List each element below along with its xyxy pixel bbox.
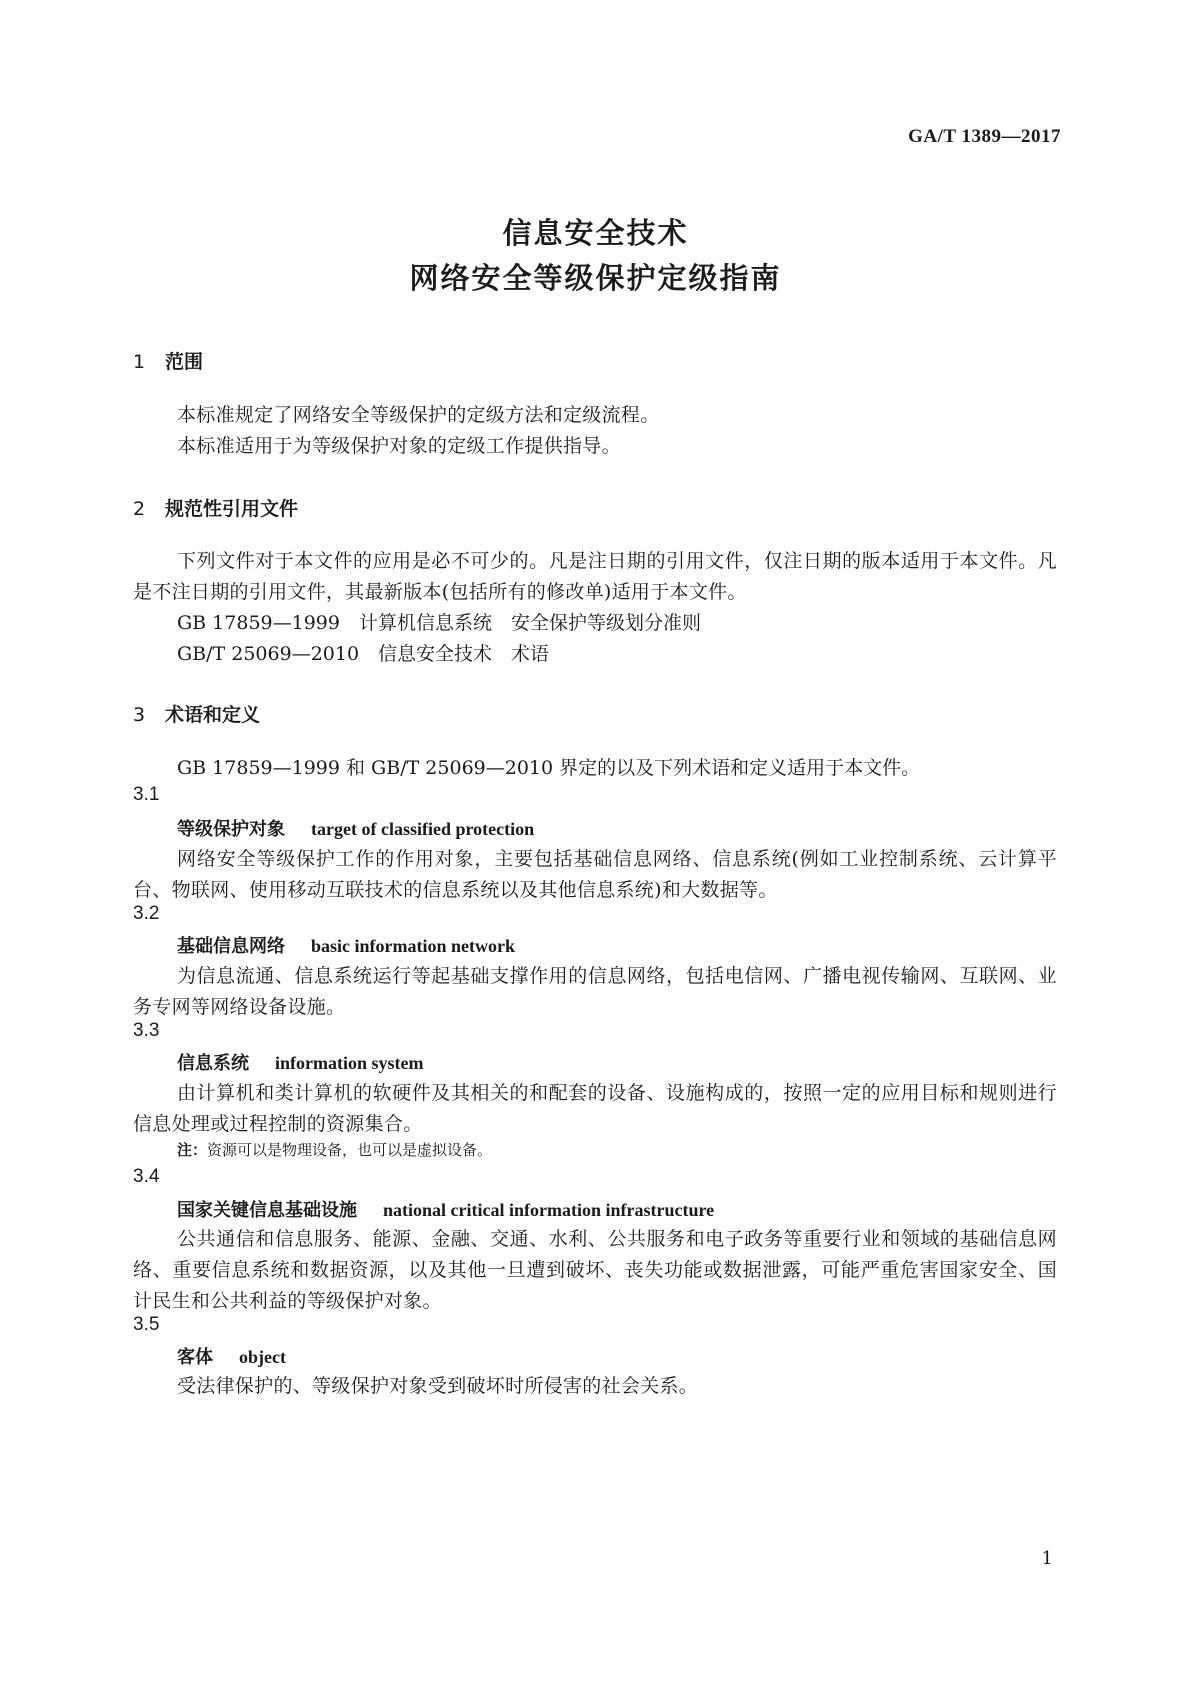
page-number: 1 [1041,1548,1053,1569]
section-1-heading [133,347,203,374]
term-zh: 信息系统 [177,1053,249,1074]
section-number: 1 [133,351,146,373]
standard-code: GA/T 1389—2017 [908,126,1061,147]
section-number: 3 [133,704,146,726]
section-title: 术语和定义 [165,704,261,726]
section-3-heading [133,700,260,727]
term-definition: 受法律保护的、等级保护对象受到破坏时所侵害的社会关系。 [177,1375,699,1397]
term-heading [177,932,515,958]
section-number: 2 [133,498,146,520]
reference-item: GB 17859—1999 计算机信息系统 安全保护等级划分准则 [177,612,701,634]
note-label: 注： [177,1141,208,1159]
term-zh: 客体 [177,1347,213,1368]
term-zh: 等级保护对象 [177,819,285,840]
term-heading [177,815,534,841]
section-title: 规范性引用文件 [165,498,299,520]
term-en: basic information network [311,936,515,956]
term-en: target of classified protection [311,819,535,839]
term-en: national critical information infrastructure [383,1200,715,1220]
note-text: 资源可以是物理设备，也可以是虚拟设备。 [207,1141,493,1159]
section-2-heading [133,494,298,521]
clause-number: 3.1 [133,784,160,805]
reference-item: GB/T 25069—2010 信息安全技术 术语 [177,643,550,665]
clause-number: 3.2 [133,903,160,924]
document-title-line2: 网络安全等级保护定级指南 [409,261,782,295]
term-heading [177,1343,286,1369]
term-heading [177,1049,423,1075]
clause-number: 3.4 [133,1166,160,1187]
term-heading [177,1196,714,1222]
section-2-paragraph: 下列文件对于本文件的应用是必不可少的。凡是注日期的引用文件，仅注日期的版本适用于本文件。凡是不注日期的引用文件，其最新版本(包括所有的修改单)适用于本文件。 [133,550,1057,603]
term-zh: 国家关键信息基础设施 [177,1200,357,1221]
section-title: 范围 [165,351,204,373]
section-3-intro: GB 17859—1999 和 GB/T 25069—2010 界定的以及下列术语和定义适用于本文件。 [177,757,921,779]
term-zh: 基础信息网络 [177,936,285,957]
clause-number: 3.5 [133,1314,160,1335]
term-definition: 公共通信和信息服务、能源、金融、交通、水利、公共服务和电子政务等重要行业和领域的基础信息网络、重要信息系统和数据资源，以及其他一旦遭到破坏、丧失功能或数据泄露，可能严重危害国家安全、国计民生和公共利益的等级保护对象。 [133,1228,1057,1312]
term-definition: 为信息流通、信息系统运行等起基础支撑作用的信息网络，包括电信网、广播电视传输网、互联网、业务专网等网络设备设施。 [133,965,1057,1018]
term-definition: 由计算机和类计算机的软硬件及其相关的和配套的设备、设施构成的，按照一定的应用目标和规则进行信息处理或过程控制的资源集合。 [133,1082,1057,1135]
term-definition: 网络安全等级保护工作的作用对象，主要包括基础信息网络、信息系统(例如工业控制系统、云计算平台、物联网、使用移动互联技术的信息系统以及其他信息系统)和大数据等。 [133,848,1057,901]
document-title-line1: 信息安全技术 [502,216,689,250]
term-en: information system [275,1053,424,1073]
term-en: object [239,1347,286,1367]
section-1-paragraph-2: 本标准适用于为等级保护对象的定级工作提供指导。 [177,435,621,457]
section-1-paragraph-1: 本标准规定了网络安全等级保护的定级方法和定级流程。 [177,404,660,426]
term-note [177,1139,492,1160]
clause-number: 3.3 [133,1020,160,1041]
